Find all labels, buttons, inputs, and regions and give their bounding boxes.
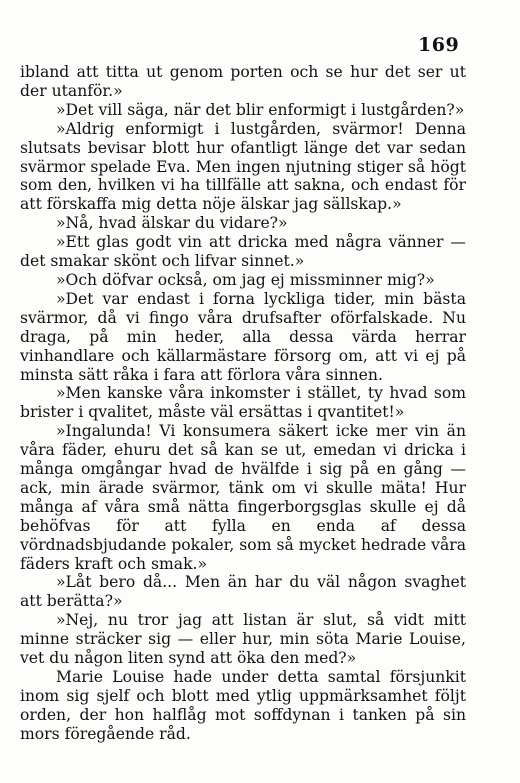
paragraph: »Låt bero då... Men än har du väl någon svaghet att berätta?» [20, 573, 466, 611]
page-number: 169 [418, 34, 460, 56]
paragraph: »Det var endast i forna lyckliga tider, min bästa svärmor, då vi fingo våra drufsafter oförfalskade. Nu draga, på min heder, alla dessa värda herrar vinhandlare och källarmästare försorg om, att vi ej på minsta sätt råka i fara att förlora våra sinnen. [20, 289, 466, 384]
paragraph: ibland att titta ut genom porten och se hur det ser ut der utanför.» [20, 63, 466, 100]
body-text [20, 63, 466, 744]
paragraph: »Och döfvar också, om jag ej missminner mig?» [56, 270, 435, 289]
paragraph: »Nå, hvad älskar du vidare?» [56, 214, 288, 233]
paragraph: »Ett glas godt vin att dricka med några vänner — det smakar skönt och lifvar sinnet.» [20, 233, 466, 271]
paragraph: »Aldrig enformigt i lustgården, svärmor! Denna slutsats bevisar blott hur ofantligt länge det var sedan svärmor spelade Eva. Men ingen njutning stiger så högt som den, hvilken vi ha tillfälle att sakna, och endast för att förskaffa mig detta nöje älskar jag sällskap.» [20, 119, 466, 214]
paragraph: »Det vill säga, när det blir enformigt i lustgården?» [56, 100, 465, 119]
paragraph: »Ingalunda! Vi konsumera säkert icke mer vin än våra fäder, ehuru det så kan se ut, emedan vi dricka i många omgångar hvad de hvälfde i sig på en gång — ack, min ärade svärmor, tänk om vi skulle mäta! Hur många af våra små nätta fingerborgsglas skulle ej då behöfvas för att fylla en enda af dessa vördnadsbjudande pokaler, som så mycket hedrade våra fäders kraft och smak.» [20, 422, 466, 573]
paragraph: »Men kanske våra inkomster i stället, ty hvad som brister i qvalitet, måste väl ersättas i qvantitet!» [20, 384, 466, 422]
paragraph: Marie Louise hade under detta samtal försjunkit inom sig sjelf och blott med ytlig uppmärksamhet följt orden, der hon halflåg mot soffdynan i tanken på sin mors föregående råd. [20, 668, 466, 743]
paragraph: »Nej, nu tror jag att listan är slut, så vidt mitt minne sträcker sig — eller hur, min söta Marie Louise, vet du någon liten synd att öka den med?» [20, 611, 466, 668]
